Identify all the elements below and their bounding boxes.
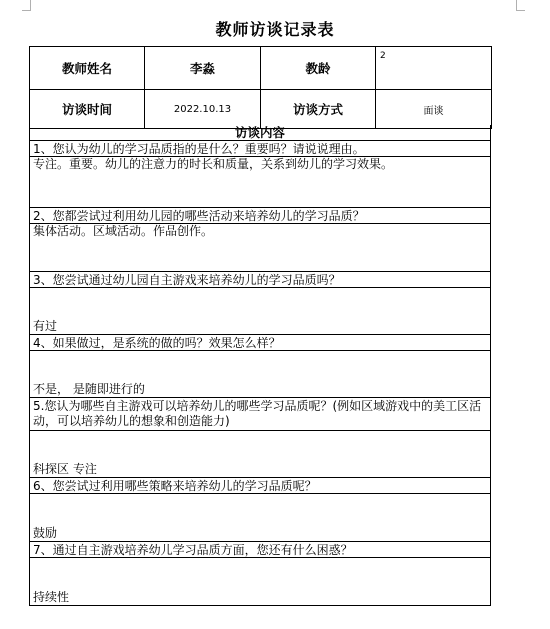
question-4: 4、如果做过，是系统的做的吗？效果怎么样？ <box>30 334 490 350</box>
page-corner-mark-right <box>516 0 525 11</box>
answer-5: 科探区 专注 <box>30 430 490 477</box>
question-5: 5.您认为哪些自主游戏可以培养幼儿的哪些学习品质呢？(例如区域游戏中的美工区活动，可以培养幼儿的想象和创造能力) <box>30 397 490 430</box>
name-label: 教师姓名 <box>30 47 145 90</box>
name-value: 李淼 <box>145 47 261 90</box>
content-heading: 访谈内容 <box>234 125 285 140</box>
method-value: 面谈 <box>376 90 492 129</box>
question-3: 3、您尝试通过幼儿园自主游戏来培养幼儿的学习品质吗？ <box>30 271 490 287</box>
teacher-info-table <box>29 46 492 129</box>
answer-1: 专注。重要。幼儿的注意力的时长和质量，关系到幼儿的学习效果。 <box>30 156 490 207</box>
years-label: 教龄 <box>261 47 376 90</box>
answer-2: 集体活动。区域活动。作品创作。 <box>30 223 490 271</box>
answer-3: 有过 <box>30 287 490 334</box>
question-2: 2、您都尝试过利用幼儿园的哪些活动来培养幼儿的学习品质？ <box>30 207 490 223</box>
question-7: 7、通过自主游戏培养幼儿学习品质方面，您还有什么困惑？ <box>30 541 490 557</box>
method-label: 访谈方式 <box>261 90 376 129</box>
time-value: 2022.10.13 <box>145 90 261 129</box>
answer-7: 持续性 <box>30 557 490 605</box>
years-value: 2 <box>376 47 492 90</box>
question-6: 6、您尝试过利用哪些策略来培养幼儿的学习品质呢？ <box>30 477 490 493</box>
answer-6: 鼓励 <box>30 493 490 541</box>
answer-4: 不是， 是随即进行的 <box>30 350 490 397</box>
time-label: 访谈时间 <box>30 90 145 129</box>
interview-content-section <box>29 125 491 606</box>
question-1: 1、您认为幼儿的学习品质指的是什么？重要吗？请说说理由。 <box>30 140 490 156</box>
page-corner-mark-left <box>22 0 31 11</box>
document-title: 教师访谈记录表 <box>215 20 335 39</box>
